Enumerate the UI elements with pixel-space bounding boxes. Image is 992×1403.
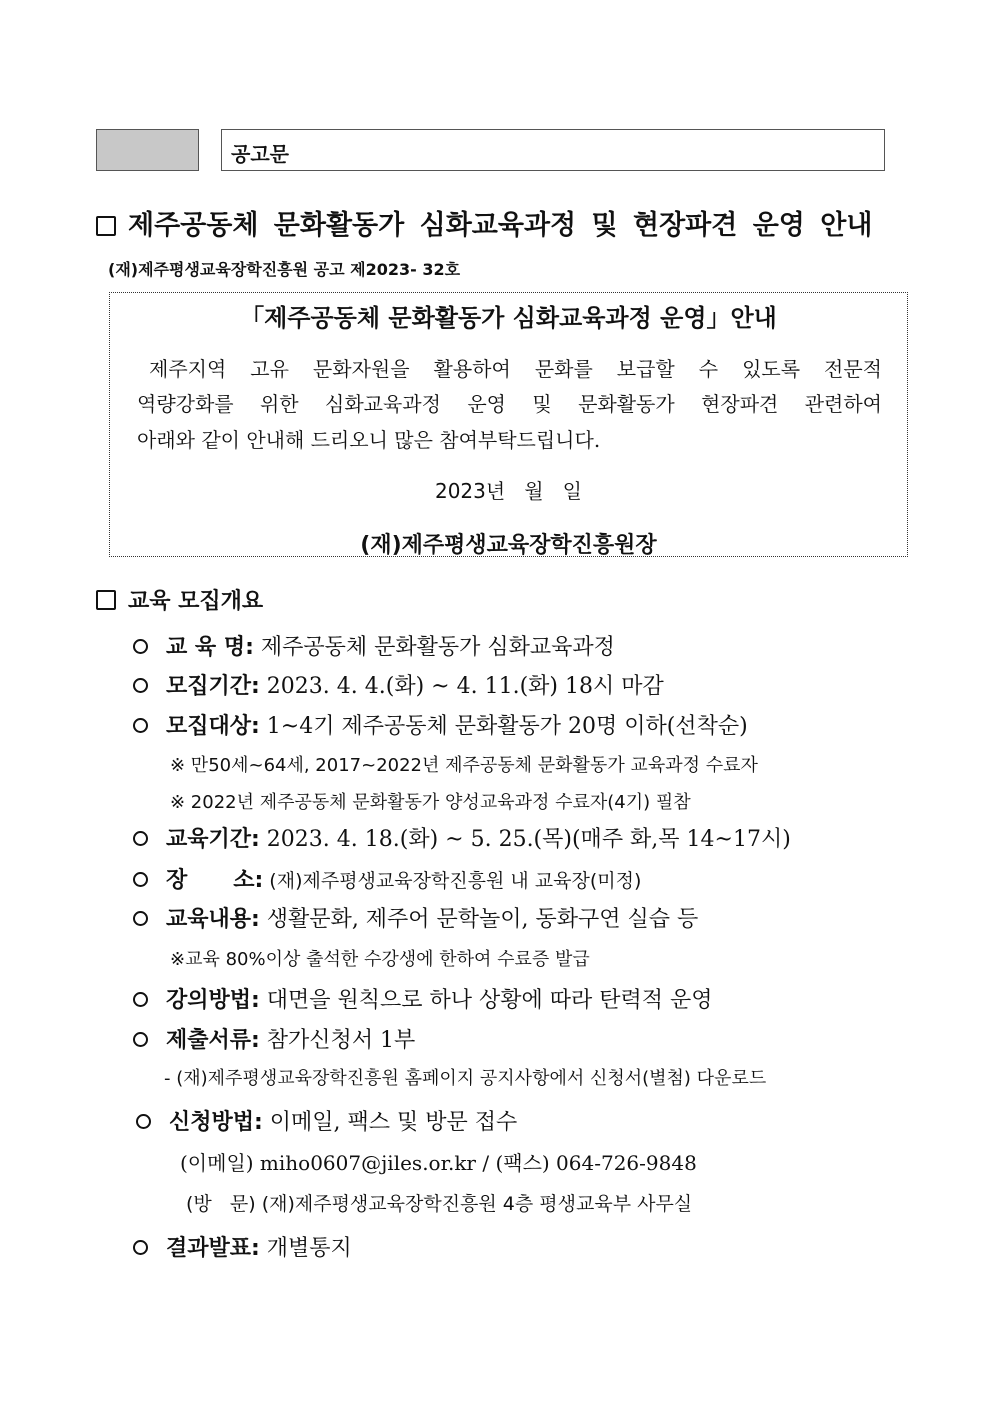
item-label: 모집기간: [166,674,260,699]
bullet-circle-icon [133,639,148,654]
item-value: 이메일, 팩스 및 방문 접수 [262,1110,518,1135]
item-apply [136,1108,517,1138]
item-value: 1~4기 제주공동체 문화활동가 20명 이하(선착순) [259,714,748,739]
item-recruit-period [133,672,664,702]
bullet-circle-icon [133,1032,148,1047]
item-label: 교육내용: [166,907,260,932]
bullet-circle-icon [133,1240,148,1255]
notice-body-line: 제주지역 고유 문화자원을 활용하여 문화를 보급할 수 있도록 전문적 [149,357,882,381]
notice-body-line: 아래와 같이 안내해 드리오니 많은 참여부탁드립니다. [137,428,601,452]
item-note: ※교육 80%이상 출석한 수강생에 한하여 수료증 발급 [170,949,590,970]
notice-box-title: 「제주공동체 문화활동가 심화교육과정 운영」안내 [240,304,777,332]
item-note: ※ 2022년 제주공동체 문화활동가 양성교육과정 수료자(4기) 필참 [170,792,691,813]
item-content [133,905,698,935]
bullet-circle-icon [133,678,148,693]
item-label: 강의방법: [166,988,260,1013]
main-title-row [96,203,872,242]
item-label: 모집대상: [166,714,260,739]
item-documents [133,1026,415,1056]
notice-signer: (재)제주평생교육장학진흥원장 [360,533,657,558]
header-label-box [221,129,885,171]
item-value: 대면을 원칙으로 하나 상황에 따라 탄력적 운영 [259,988,713,1013]
item-value: 개별통지 [259,1236,352,1261]
item-label: 신청방법: [169,1110,263,1135]
item-label: 교 육 명: [166,635,254,660]
main-title: 제주공동체 문화활동가 심화교육과정 및 현장파견 운영 안내 [128,210,873,241]
item-label: 교육기간: [166,827,260,852]
item-value: (재)제주평생교육장학진흥원 내 교육장(미정) [263,870,642,892]
bullet-circle-icon [133,911,148,926]
item-value: 제주공동체 문화활동가 심화교육과정 [253,635,615,660]
item-label: 장 소: [166,868,264,893]
checkbox-square-icon [96,216,116,236]
item-value: 생활문화, 제주어 문학놀이, 동화구연 실습 등 [259,907,699,932]
notice-number: (재)제주평생교육장학진흥원 공고 제2023- 32호 [108,260,461,279]
item-value: 2023. 4. 18.(화) ~ 5. 25.(목)(매주 화,목 14~17시) [259,827,791,852]
item-note: ※ 만50세~64세, 2017~2022년 제주공동체 문화활동가 교육과정 수료자 [170,755,758,776]
item-label: 결과발표: [166,1236,260,1261]
bullet-circle-icon [133,718,148,733]
bullet-circle-icon [133,831,148,846]
bullet-circle-icon [133,872,148,887]
bullet-circle-icon [136,1114,151,1129]
item-note: - (재)제주평생교육장학진흥원 홈페이지 공지사항에서 신청서(별첨) 다운로드 [164,1068,767,1089]
item-method [133,986,713,1016]
notice-box [109,292,908,557]
item-apply-visit: (방 문) (재)제주평생교육장학진흥원 4층 평생교육부 사무실 [186,1193,693,1215]
item-value: 2023. 4. 4.(화) ~ 4. 11.(화) 18시 마감 [259,674,664,699]
section-title-row [96,584,263,615]
item-result [133,1234,352,1264]
header-label: 공고문 [231,142,289,166]
item-place [133,866,641,896]
notice-date: 2023년 월 일 [434,479,582,503]
item-apply-contact: (이메일) miho0607@jiles.or.kr / (팩스) 064-726-9848 [180,1151,697,1175]
header-gray-box [96,129,199,171]
checkbox-square-icon [96,590,116,610]
section-title: 교육 모집개요 [128,589,264,614]
item-label: 제출서류: [166,1028,260,1053]
item-value: 참가신청서 1부 [259,1028,416,1053]
notice-body-line: 역량강화를 위한 심화교육과정 운영 및 문화활동가 현장파견 관련하여 [137,392,882,416]
item-target [133,712,748,742]
item-name [133,633,615,663]
item-edu-period [133,825,791,855]
bullet-circle-icon [133,992,148,1007]
